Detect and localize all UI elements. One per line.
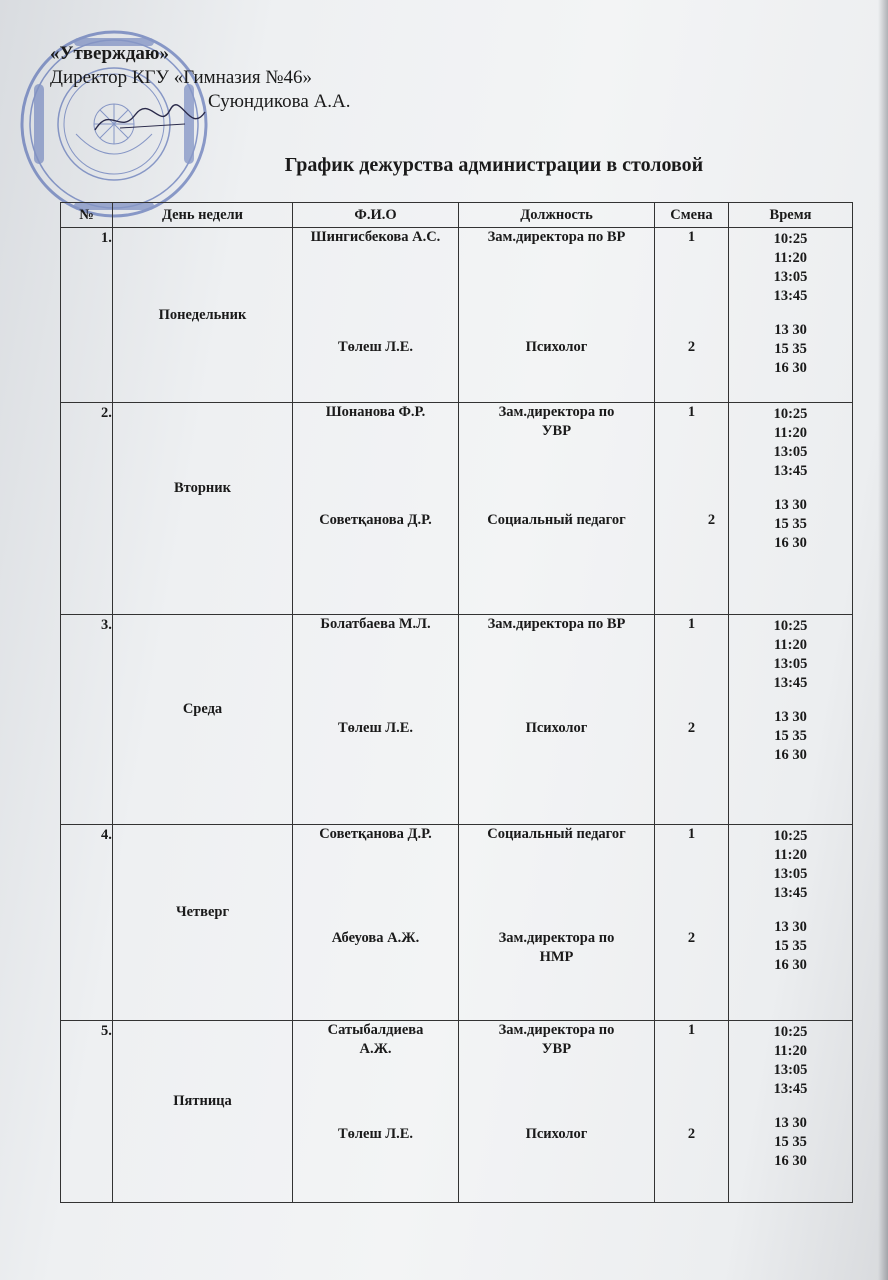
approval-position: Директор КГУ «Гимназия №46» (50, 67, 313, 88)
shift-number: 1 (687, 1022, 696, 1038)
staff-name: Абеуова А.Ж. (331, 930, 420, 946)
row-day: Четверг (175, 903, 230, 920)
staff-name: Төлеш Л.Е. (337, 339, 414, 355)
time-value: 10:25 (773, 231, 808, 247)
header-day: День недели (113, 203, 293, 228)
time-value: 10:25 (773, 828, 808, 844)
approval-title: «Утверждаю» (50, 43, 169, 64)
table-row (61, 1021, 853, 1203)
time-list (729, 825, 852, 975)
shift-number: 2 (687, 1126, 696, 1142)
row-day: Пятница (173, 1092, 232, 1109)
header-time: Время (729, 203, 853, 228)
row-day: Вторник (174, 479, 231, 496)
time-value: 11:20 (773, 250, 808, 266)
time-value: 13:05 (773, 1062, 808, 1078)
staff-position: Психолог (525, 1126, 588, 1142)
staff-name: Шингисбекова А.С. (310, 229, 441, 245)
header-position: Должность (459, 203, 655, 228)
time-value: 10:25 (773, 618, 808, 634)
table-row (61, 825, 853, 1021)
staff-position: Зам.директора по УВР (498, 404, 615, 439)
staff-position: Зам.директора по ВР (487, 616, 626, 632)
time-gap (729, 903, 852, 918)
time-value: 16 30 (774, 747, 807, 763)
staff-position: Зам.директора по НМР (498, 930, 615, 965)
time-gap (729, 1099, 852, 1114)
shift-number: 2 (687, 339, 696, 355)
staff-position: Зам.директора по ВР (487, 229, 626, 245)
time-value: 13 30 (774, 919, 807, 935)
time-value: 13 30 (774, 322, 807, 338)
time-value: 13:05 (773, 866, 808, 882)
staff-name: Төлеш Л.Е. (337, 720, 414, 736)
header-number: № (61, 203, 113, 228)
time-value: 13:05 (773, 269, 808, 285)
time-value: 13 30 (774, 1115, 807, 1131)
shift-number: 2 (687, 930, 696, 946)
staff-name: Сатыбалдиева А.Ж. (327, 1022, 424, 1057)
time-value: 15 35 (774, 1134, 807, 1150)
document-title: График дежурства администрации в столовой (284, 154, 704, 176)
row-number: 2. (101, 405, 112, 421)
row-number: 1. (101, 230, 112, 246)
staff-name: Шонанова Ф.Р. (325, 404, 426, 420)
table-row (61, 615, 853, 825)
handwritten-signature (90, 100, 210, 140)
row-day: Понедельник (158, 306, 247, 323)
time-value: 13:45 (773, 675, 808, 691)
time-list (729, 403, 852, 553)
time-value: 16 30 (774, 1153, 807, 1169)
time-value: 13 30 (774, 709, 807, 725)
time-value: 16 30 (774, 535, 807, 551)
staff-name: Болатбаева М.Л. (320, 616, 431, 632)
time-list (729, 1021, 852, 1171)
staff-position: Зам.директора по УВР (498, 1022, 615, 1057)
header-shift: Смена (655, 203, 729, 228)
time-gap (729, 306, 852, 321)
shift-number: 1 (687, 229, 696, 245)
time-gap (729, 481, 852, 496)
shift-number: 1 (687, 404, 696, 420)
page-edge-shadow (878, 0, 888, 1280)
time-value: 15 35 (774, 728, 807, 744)
time-value: 16 30 (774, 360, 807, 376)
time-value: 15 35 (774, 516, 807, 532)
time-list (729, 615, 852, 765)
shift-number: 1 (687, 826, 696, 842)
time-value: 13:45 (773, 885, 808, 901)
staff-name: Советқанова Д.Р. (319, 512, 432, 528)
time-value: 13:45 (773, 1081, 808, 1097)
time-value: 16 30 (774, 957, 807, 973)
table-row (61, 403, 853, 615)
time-value: 10:25 (773, 406, 808, 422)
approval-signer: Суюндикова А.А. (208, 91, 351, 112)
row-number: 4. (101, 827, 112, 843)
row-day: Среда (182, 700, 223, 717)
time-value: 13:45 (773, 463, 808, 479)
time-value: 11:20 (773, 847, 808, 863)
staff-position: Социальный педагог (487, 512, 626, 528)
staff-name: Советқанова Д.Р. (319, 826, 432, 842)
time-value: 15 35 (774, 938, 807, 954)
time-value: 13 30 (774, 497, 807, 513)
time-value: 10:25 (773, 1024, 808, 1040)
time-value: 11:20 (773, 637, 808, 653)
time-value: 13:05 (773, 656, 808, 672)
table-header-row (61, 203, 853, 228)
time-list (729, 228, 852, 378)
row-number: 5. (101, 1023, 112, 1039)
time-value: 13:05 (773, 444, 808, 460)
time-value: 11:20 (773, 1043, 808, 1059)
staff-position: Психолог (525, 339, 588, 355)
staff-position: Психолог (525, 720, 588, 736)
row-number: 3. (101, 617, 112, 633)
shift-number: 1 (687, 616, 696, 632)
time-gap (729, 693, 852, 708)
shift-number: 2 (707, 512, 716, 528)
table-row (61, 228, 853, 403)
staff-position: Социальный педагог (487, 826, 626, 842)
header-name: Ф.И.О (293, 203, 459, 228)
time-value: 15 35 (774, 341, 807, 357)
staff-name: Төлеш Л.Е. (337, 1126, 414, 1142)
duty-schedule-table (60, 202, 853, 1203)
shift-number: 2 (687, 720, 696, 736)
time-value: 11:20 (773, 425, 808, 441)
time-value: 13:45 (773, 288, 808, 304)
